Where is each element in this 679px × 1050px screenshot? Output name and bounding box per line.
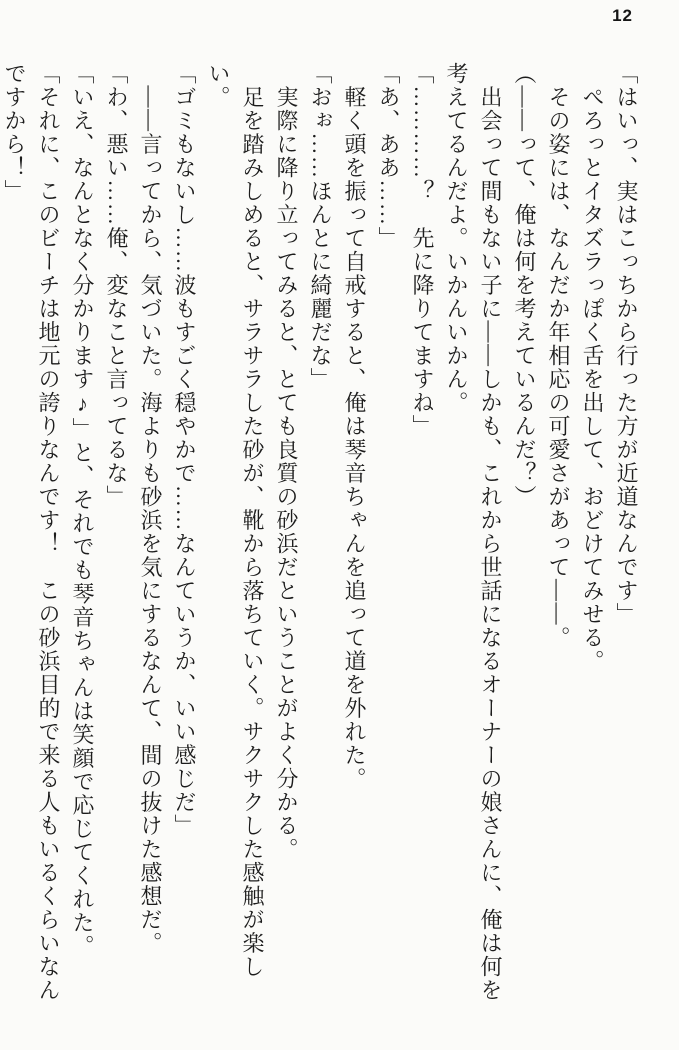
vertical-text-area (0, 62, 643, 1010)
paragraph-narration-4: 軽く頭を振って自戒すると、俺は琴音ちゃんを追って道を外れた。 (342, 62, 367, 791)
paragraph-dialogue-5: 「ゴミもないし……波もすごく穏やかで……なんていうか、いい感じだ」 (172, 62, 197, 838)
paragraph-narration-3: 出会って間もない子に――しかも、これから世話になるオーナーの娘さんに、俺は何を考えてるんだよ。いかんいかん。 (444, 62, 503, 1002)
paragraph-narration-5: 実際に降り立ってみると、とても良質の砂浜だということがよく分かる。 (274, 62, 299, 861)
paragraph-dialogue-8: 「それに、このビーチは地元の誇りなんです！ この砂浜目的で来る人もいるくらいなんですから！」 (2, 62, 61, 1002)
paragraph-thought-1: （――って、俺は何を考えているんだ？） (512, 62, 537, 509)
paragraph-dialogue-2: 「…………？ 先に降りてますね」 (410, 62, 435, 438)
paragraph-dialogue-3: 「あ、ああ……」 (376, 62, 401, 250)
paragraph-narration-1: ぺろっとイタズラっぽく舌を出して、おどけてみせる。 (580, 62, 605, 673)
paragraph-narration-7: ――言ってから、気づいた。海よりも砂浜を気にするなんて、間の抜けた感想だ。 (138, 62, 163, 955)
paragraph-narration-6: 足を踏みしめると、サラサラした砂が、靴から落ちていく。サクサクした感触が楽しい。 (206, 62, 265, 979)
paragraph-dialogue-4: 「おぉ……ほんとに綺麗だな」 (308, 62, 333, 391)
paragraph-narration-2: その姿には、なんだか年相応の可愛さがあって――。 (546, 62, 571, 650)
page-number: 12 (612, 6, 633, 25)
paragraph-dialogue-6: 「わ、悪い……俺、変なこと言ってるな」 (104, 62, 129, 509)
paragraph-dialogue-1: 「はいっ、実はこっちから行った方が近道なんです」 (614, 62, 639, 626)
paragraph-dialogue-7: 「いえ、なんとなく分かります♪」と、それでも琴音ちゃんは笑顔で応じてくれた。 (70, 62, 95, 958)
